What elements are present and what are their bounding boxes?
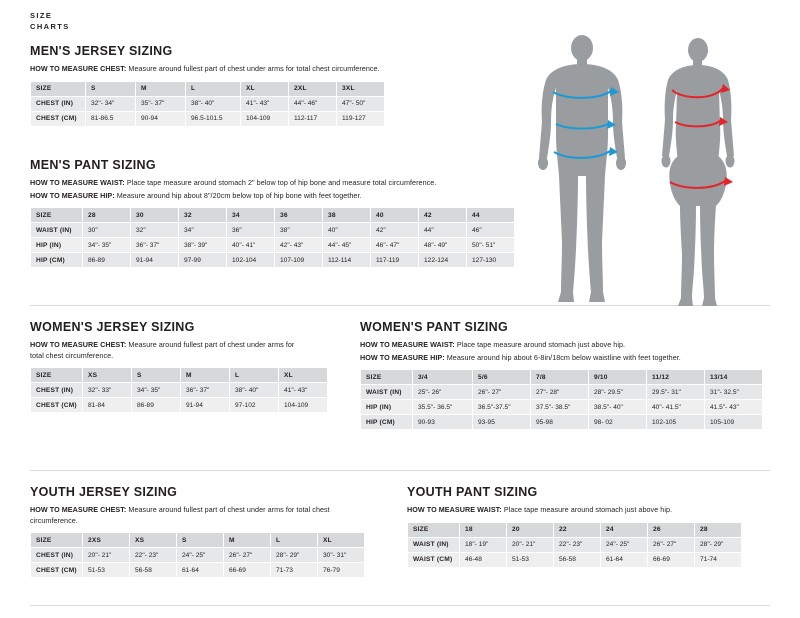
table-cell: 38"- 40"	[230, 383, 279, 398]
table-cell: HIP (IN)	[361, 400, 413, 415]
table-container	[30, 367, 328, 413]
table-container	[30, 207, 515, 268]
table-cell: 38"- 39"	[179, 238, 227, 253]
size-table	[30, 532, 365, 578]
table-cell: 93-95	[473, 415, 531, 430]
table-header-cell: XS	[130, 533, 177, 548]
table-header-cell: SIZE	[31, 533, 83, 548]
table-row	[361, 415, 763, 430]
section-title: WOMEN'S JERSEY SIZING	[30, 320, 195, 334]
table-cell: 41"- 43"	[279, 383, 328, 398]
table-container	[30, 81, 385, 127]
howto-line	[360, 353, 763, 364]
section-womens-pant-sizing	[360, 320, 763, 430]
howto-label: HOW TO MEASURE CHEST:	[30, 340, 127, 349]
table-cell: 56-58	[554, 552, 601, 567]
table-cell: 34"	[179, 223, 227, 238]
table-container	[360, 369, 763, 430]
table-cell: 61-64	[177, 563, 224, 578]
table-header-cell: L	[271, 533, 318, 548]
section-title: YOUTH PANT SIZING	[407, 485, 538, 499]
table-header-row	[361, 370, 763, 385]
table-header-cell: 9/10	[589, 370, 647, 385]
table-cell: 119-127	[337, 111, 385, 126]
table-cell: 42"	[371, 223, 419, 238]
divider-3	[30, 605, 770, 606]
section-men-jersey-sizing	[30, 44, 385, 127]
table-header-cell: 24	[601, 522, 648, 537]
table-header-cell: 40	[371, 208, 419, 223]
section-youth-jersey-sizing	[30, 485, 365, 578]
table-header-cell: SIZE	[31, 81, 86, 96]
table-header-cell: S	[86, 81, 136, 96]
table-cell: 35.5"- 36.5"	[413, 400, 473, 415]
table-cell: 81-86.5	[86, 111, 136, 126]
table-header-row	[31, 533, 365, 548]
table-row	[31, 223, 515, 238]
table-cell: CHEST (CM)	[31, 563, 83, 578]
table-cell: 98- 02	[589, 415, 647, 430]
table-header-cell: 5/6	[473, 370, 531, 385]
male-body-diagram	[538, 35, 626, 302]
table-cell: 28"- 29"	[695, 537, 742, 552]
table-header-row	[31, 81, 385, 96]
table-header-cell: 22	[554, 522, 601, 537]
howto-line	[30, 64, 385, 75]
table-cell: 71-73	[271, 563, 318, 578]
howto-label: HOW TO MEASURE CHEST:	[30, 64, 127, 73]
table-cell: 36"- 37"	[181, 383, 230, 398]
divider-2	[30, 470, 770, 471]
table-header-cell: 18	[460, 522, 507, 537]
table-cell: HIP (CM)	[31, 253, 83, 268]
table-cell: 26"- 27"	[648, 537, 695, 552]
table-header-row	[31, 368, 328, 383]
table-cell: 102-104	[227, 253, 275, 268]
table-cell: 41.5"- 43"	[705, 400, 763, 415]
table-cell: 51-53	[83, 563, 130, 578]
table-cell: 105-109	[705, 415, 763, 430]
howto-line	[30, 340, 310, 361]
table-row	[31, 548, 365, 563]
table-header-cell: SIZE	[31, 208, 83, 223]
table-cell: 38"- 40"	[186, 96, 241, 111]
table-row	[31, 398, 328, 413]
table-cell: 35"- 37"	[136, 96, 186, 111]
table-cell: 30"- 31"	[318, 548, 365, 563]
table-cell: 26"- 27"	[224, 548, 271, 563]
table-row	[408, 552, 742, 567]
size-table	[30, 367, 328, 413]
table-header-cell: M	[181, 368, 230, 383]
table-cell: 104-109	[279, 398, 328, 413]
table-cell: 44"	[419, 223, 467, 238]
table-cell: WAIST (IN)	[31, 223, 83, 238]
table-cell: 104-109	[241, 111, 289, 126]
table-cell: 32"- 34"	[86, 96, 136, 111]
table-cell: WAIST (IN)	[408, 537, 460, 552]
howto-text: Place tape measure around stomach just above hip.	[503, 505, 673, 514]
howto-line	[407, 505, 742, 516]
table-cell: 56-58	[130, 563, 177, 578]
table-cell: 20"- 21"	[507, 537, 554, 552]
table-header-cell: 7/8	[531, 370, 589, 385]
howto-text: Measure around hip about 8"/20cm below top of hip bone with feet together.	[116, 190, 362, 200]
table-cell: 91-94	[181, 398, 230, 413]
table-cell: 51-53	[507, 552, 554, 567]
table-cell: 91-94	[131, 253, 179, 268]
table-header-cell: 20	[507, 522, 554, 537]
table-header-row	[408, 522, 742, 537]
table-header-cell: 32	[179, 208, 227, 223]
howto-label: HOW TO MEASURE HIP:	[30, 190, 115, 200]
table-cell: 46"- 47"	[371, 238, 419, 253]
section-men-pant-sizing	[30, 158, 515, 268]
document-label-line-1: SIZE	[30, 11, 53, 20]
section-title: YOUTH JERSEY SIZING	[30, 485, 178, 499]
table-container	[407, 522, 742, 568]
table-cell: 40"- 41.5"	[647, 400, 705, 415]
table-row	[408, 537, 742, 552]
table-header-cell: SIZE	[31, 368, 83, 383]
table-cell: 34"- 35"	[132, 383, 181, 398]
table-cell: 127-130	[467, 253, 515, 268]
table-cell: 66-69	[224, 563, 271, 578]
howto-text: Measure around fullest part of chest under arms for total chest circumference.	[30, 505, 330, 525]
table-header-row	[31, 208, 515, 223]
table-header-cell: 11/12	[647, 370, 705, 385]
howto-label: HOW TO MEASURE CHEST:	[30, 505, 127, 514]
table-header-cell: 30	[131, 208, 179, 223]
size-table	[30, 81, 385, 127]
table-cell: 24"- 25"	[177, 548, 224, 563]
table-header-cell: 42	[419, 208, 467, 223]
body-diagrams	[520, 30, 780, 310]
table-header-cell: L	[230, 368, 279, 383]
table-cell: 32"	[131, 223, 179, 238]
howto-text: Measure around fullest part of chest under arms for total chest circumference.	[128, 64, 380, 73]
table-cell: 40"	[323, 223, 371, 238]
table-cell: 36.5"-37.5"	[473, 400, 531, 415]
size-table	[30, 207, 515, 268]
table-header-cell: XS	[83, 368, 132, 383]
table-cell: HIP (CM)	[361, 415, 413, 430]
table-cell: 34"- 35"	[83, 238, 131, 253]
table-cell: 81-84	[83, 398, 132, 413]
table-header-cell: S	[132, 368, 181, 383]
howto-label: HOW TO MEASURE HIP:	[360, 352, 445, 362]
table-row	[31, 111, 385, 126]
table-header-cell: SIZE	[408, 522, 460, 537]
table-cell: 24"- 25"	[601, 537, 648, 552]
table-cell: 40"- 41"	[227, 238, 275, 253]
table-header-cell: 28	[83, 208, 131, 223]
table-cell: 29.5"- 31"	[647, 385, 705, 400]
female-hip-arrowhead	[724, 177, 733, 186]
table-row	[31, 383, 328, 398]
table-header-cell: XL	[318, 533, 365, 548]
table-cell: 47"- 50"	[337, 96, 385, 111]
table-header-cell: S	[177, 533, 224, 548]
table-cell: 36"	[227, 223, 275, 238]
table-cell: 95-98	[531, 415, 589, 430]
table-row	[31, 563, 365, 578]
table-header-cell: 34	[227, 208, 275, 223]
table-cell: 42"- 43"	[275, 238, 323, 253]
size-table	[407, 522, 742, 568]
table-cell: CHEST (IN)	[31, 548, 83, 563]
table-cell: 20"- 21"	[83, 548, 130, 563]
table-header-cell: 36	[275, 208, 323, 223]
table-cell: 46-48	[460, 552, 507, 567]
table-cell: 122-124	[419, 253, 467, 268]
table-cell: 27"- 28"	[531, 385, 589, 400]
table-header-cell: 28	[695, 522, 742, 537]
table-header-cell: M	[224, 533, 271, 548]
table-cell: 117-119	[371, 253, 419, 268]
table-cell: 71-74	[695, 552, 742, 567]
table-header-cell: 38	[323, 208, 371, 223]
howto-label: HOW TO MEASURE WAIST:	[30, 178, 125, 187]
section-title: WOMEN'S PANT SIZING	[360, 320, 509, 334]
table-row	[31, 96, 385, 111]
howto-text: Measure around fullest part of chest under arms for total chest circumference.	[30, 340, 295, 360]
table-header-cell: 44	[467, 208, 515, 223]
table-header-cell: 3XL	[337, 81, 385, 96]
table-row	[31, 238, 515, 253]
howto-text: Place tape measure around stomach just above hip.	[456, 340, 626, 349]
table-cell: 112-114	[323, 253, 371, 268]
table-cell: 86-89	[132, 398, 181, 413]
section-title: MEN'S JERSEY SIZING	[30, 44, 173, 58]
table-cell: 90-94	[136, 111, 186, 126]
howto-text: Place tape measure around stomach 2" below top of hip bone and measure total circumference.	[126, 178, 437, 187]
howto-line	[360, 340, 763, 351]
table-row	[361, 385, 763, 400]
table-cell: 26"- 27"	[473, 385, 531, 400]
table-cell: HIP (IN)	[31, 238, 83, 253]
table-cell: 22"- 23"	[554, 537, 601, 552]
table-cell: 48"- 49"	[419, 238, 467, 253]
table-header-cell: L	[186, 81, 241, 96]
table-cell: CHEST (IN)	[31, 96, 86, 111]
table-cell: 50"- 51"	[467, 238, 515, 253]
table-cell: 90-93	[413, 415, 473, 430]
table-cell: CHEST (CM)	[31, 111, 86, 126]
table-header-cell: 13/14	[705, 370, 763, 385]
table-cell: 46"	[467, 223, 515, 238]
table-cell: 38"	[275, 223, 323, 238]
table-cell: 28"- 29"	[271, 548, 318, 563]
table-header-cell: 2XS	[83, 533, 130, 548]
howto-text: Measure around hip about 6-8in/18cm below waistline with feet together.	[446, 352, 681, 362]
table-cell: 97-102	[230, 398, 279, 413]
table-cell: 86-89	[83, 253, 131, 268]
table-cell: 30"	[83, 223, 131, 238]
table-cell: 22"- 23"	[130, 548, 177, 563]
table-cell: 37.5"- 38.5"	[531, 400, 589, 415]
table-row	[31, 253, 515, 268]
table-row	[361, 400, 763, 415]
table-cell: 76-79	[318, 563, 365, 578]
table-cell: 28"- 29.5"	[589, 385, 647, 400]
table-cell: CHEST (IN)	[31, 383, 83, 398]
table-cell: 102-105	[647, 415, 705, 430]
table-cell: 36"- 37"	[131, 238, 179, 253]
table-cell: 18"- 19"	[460, 537, 507, 552]
section-youth-pant-sizing	[407, 485, 742, 568]
howto-line	[30, 505, 360, 526]
table-cell: 31"- 32.5"	[705, 385, 763, 400]
table-cell: 44"- 45"	[323, 238, 371, 253]
section-title: MEN'S PANT SIZING	[30, 158, 156, 172]
table-header-cell: 26	[648, 522, 695, 537]
table-cell: 38.5"- 40"	[589, 400, 647, 415]
size-table	[360, 369, 763, 430]
table-cell: WAIST (IN)	[361, 385, 413, 400]
table-container	[30, 532, 365, 578]
table-header-cell: SIZE	[361, 370, 413, 385]
table-cell: 32"- 33"	[83, 383, 132, 398]
table-cell: 66-69	[648, 552, 695, 567]
table-header-cell: 2XL	[289, 81, 337, 96]
howto-line	[30, 191, 515, 202]
table-header-cell: XL	[279, 368, 328, 383]
howto-label: HOW TO MEASURE WAIST:	[360, 340, 455, 349]
table-header-cell: M	[136, 81, 186, 96]
howto-label: HOW TO MEASURE WAIST:	[407, 505, 502, 514]
section-womens-jersey-sizing	[30, 320, 328, 413]
table-cell: CHEST (CM)	[31, 398, 83, 413]
table-cell: 25"- 26"	[413, 385, 473, 400]
table-cell: 107-109	[275, 253, 323, 268]
table-cell: 41"- 43"	[241, 96, 289, 111]
table-cell: 112-117	[289, 111, 337, 126]
howto-line	[30, 178, 515, 189]
body-diagrams-svg	[520, 30, 780, 310]
table-cell: 96.5-101.5	[186, 111, 241, 126]
table-cell: WAIST (CM)	[408, 552, 460, 567]
table-header-cell: XL	[241, 81, 289, 96]
female-body-diagram	[662, 38, 735, 306]
table-header-cell: 3/4	[413, 370, 473, 385]
table-cell: 97-99	[179, 253, 227, 268]
table-cell: 61-64	[601, 552, 648, 567]
table-cell: 44"- 46"	[289, 96, 337, 111]
document-label	[30, 10, 70, 32]
document-label-line-2: CHARTS	[30, 22, 70, 31]
